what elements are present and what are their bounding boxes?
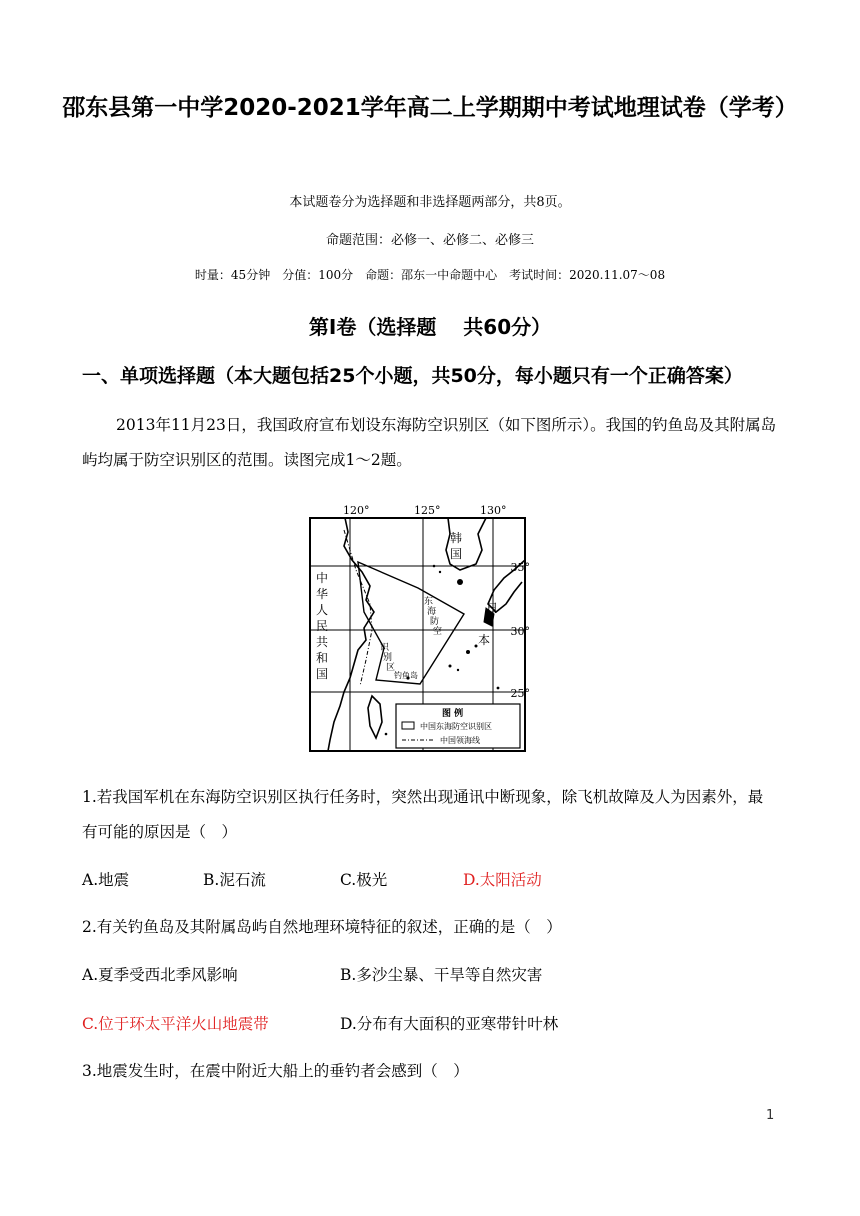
q1-option-b: B.泥石流 — [203, 871, 266, 889]
exam-title: 邵东县第一中学2020-2021学年高二上学期期中考试地理试卷（学考） — [62, 95, 798, 121]
svg-text:中: 中 — [316, 571, 329, 585]
china-label — [316, 570, 328, 681]
q1-option-d-answer: D.太阳活动 — [463, 871, 542, 889]
svg-text:识: 识 — [380, 643, 390, 653]
svg-text:本: 本 — [478, 633, 491, 647]
svg-text:和: 和 — [316, 651, 329, 665]
svg-text:民: 民 — [316, 619, 329, 633]
question-1-stem: 1.若我国军机在东海防空识别区执行任务时，突然出现通讯中断现象，除飞机故障及人为因素外，最有可能的原因是（ ） — [82, 788, 764, 841]
svg-text:别: 别 — [383, 653, 393, 663]
svg-text:空: 空 — [433, 627, 443, 637]
lon-label-130: 130° — [480, 504, 507, 517]
svg-text:共: 共 — [316, 635, 329, 649]
svg-text:华: 华 — [316, 587, 329, 601]
q2-option-d: D.分布有大面积的亚寒带针叶林 — [340, 1015, 559, 1033]
question-2-stem: 2.有关钓鱼岛及其附属岛屿自然地理环境特征的叙述，正确的是（ ） — [82, 918, 562, 936]
svg-text:海: 海 — [427, 607, 437, 617]
svg-text:日: 日 — [486, 601, 499, 615]
diaoyu-island-label: 钓鱼岛 — [394, 671, 418, 680]
q2-option-b: B.多沙尘暴、干旱等自然灾害 — [340, 966, 543, 984]
intro-paragraph: 2013年11月23日，我国政府宣布划设东海防空识别区（如下图所示）。我国的钓鱼岛及其附属岛屿均属于防空识别区的范围。读图完成1～2题。 — [82, 416, 777, 469]
q1-option-a: A.地震 — [82, 871, 130, 889]
svg-text:国: 国 — [450, 547, 463, 561]
legend-zone-label: 中国东海防空识别区 — [420, 722, 492, 731]
part-one-heading: 第Ⅰ卷（选择题 共60分） — [308, 315, 552, 339]
q2-option-a: A.夏季受西北季风影响 — [82, 966, 238, 984]
paper-description: 本试题卷分为选择题和非选择题两部分，共8页。 — [289, 195, 571, 210]
lat-label-25: 25° — [510, 687, 530, 700]
legend-baseline-label: 中国领海线 — [440, 736, 480, 745]
section-heading: 一、单项选择题（本大题包括25个小题，共50分，每小题只有一个正确答案） — [82, 365, 743, 387]
svg-text:国: 国 — [316, 667, 329, 681]
q1-option-c: C.极光 — [340, 871, 388, 889]
scope-line: 命题范围：必修一、必修二、必修三 — [325, 233, 534, 248]
svg-text:防: 防 — [430, 617, 440, 627]
lat-label-35: 35° — [510, 561, 530, 574]
legend-title: 图 例 — [442, 709, 464, 719]
question-3-stem: 3.地震发生时，在震中附近大船上的垂钓者会感到（ ） — [82, 1062, 469, 1080]
svg-text:韩: 韩 — [450, 531, 463, 545]
page-number: 1 — [766, 1108, 775, 1123]
lon-label-120: 120° — [343, 504, 370, 517]
lon-label-125: 125° — [414, 504, 441, 517]
legend-zone-swatch — [402, 722, 414, 729]
q2-option-c-answer: C.位于环太平洋火山地震带 — [82, 1015, 269, 1033]
exam-meta-line: 时量：45分钟 分值：100分 命题：邵东一中命题中心 考试时间：2020.11.07～08 — [194, 268, 666, 282]
lat-label-30: 30° — [510, 625, 530, 638]
svg-text:东: 东 — [424, 597, 434, 607]
svg-text:人: 人 — [316, 603, 329, 617]
east-china-sea-map — [300, 500, 530, 755]
svg-text:区: 区 — [386, 663, 396, 673]
